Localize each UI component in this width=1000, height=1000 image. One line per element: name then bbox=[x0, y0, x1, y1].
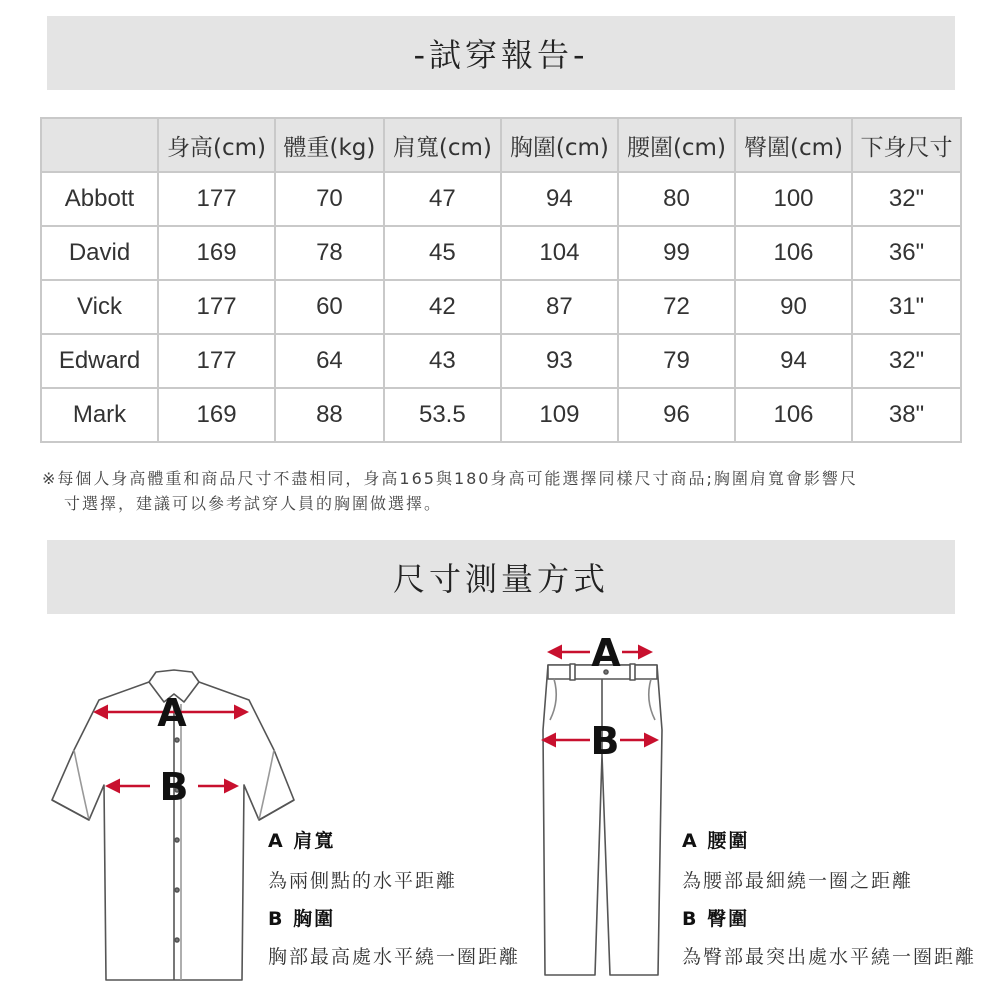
shirt-label-b: B bbox=[159, 765, 189, 809]
report-title-banner bbox=[47, 16, 955, 90]
table-cell-name: Abbott bbox=[41, 172, 158, 226]
table-cell: 45 bbox=[384, 226, 501, 280]
table-cell: 79 bbox=[618, 334, 735, 388]
pants-illustration bbox=[540, 640, 665, 980]
table-cell: 80 bbox=[618, 172, 735, 226]
table-cell: 177 bbox=[158, 172, 275, 226]
table-header-cell: 身高(cm) bbox=[158, 118, 275, 172]
table-header-cell: 臀圍(cm) bbox=[735, 118, 852, 172]
table-header-row bbox=[41, 118, 961, 172]
measure-title-banner bbox=[47, 540, 955, 614]
shirt-a-desc: 為兩側點的水平距離 bbox=[268, 870, 458, 892]
table-row bbox=[41, 334, 961, 388]
fitting-report-table bbox=[40, 117, 962, 443]
shirt-illustration bbox=[44, 660, 304, 990]
table-cell: 43 bbox=[384, 334, 501, 388]
table-cell: 38" bbox=[852, 388, 961, 442]
table-cell: 90 bbox=[735, 280, 852, 334]
table-row bbox=[41, 388, 961, 442]
table-row bbox=[41, 172, 961, 226]
size-note-line: ※每個人身高體重和商品尺寸不盡相同，身高165與180身高可能選擇同樣尺寸商品;胸圍肩寬會影響尺 bbox=[42, 469, 858, 488]
measure-title: 尺寸測量方式 bbox=[392, 560, 609, 598]
table-cell-name: Mark bbox=[41, 388, 158, 442]
table-row bbox=[41, 280, 961, 334]
table-cell: 60 bbox=[275, 280, 384, 334]
table-header-cell: 體重(kg) bbox=[275, 118, 384, 172]
table-cell: 177 bbox=[158, 280, 275, 334]
table-cell: 94 bbox=[735, 334, 852, 388]
shirt-b-desc: 胸部最高處水平繞一圈距離 bbox=[268, 946, 521, 968]
table-cell: 32" bbox=[852, 172, 961, 226]
table-cell: 88 bbox=[275, 388, 384, 442]
table-header-cell bbox=[41, 118, 158, 172]
table-cell: 104 bbox=[501, 226, 618, 280]
table-cell: 109 bbox=[501, 388, 618, 442]
table-cell: 99 bbox=[618, 226, 735, 280]
shirt-a-title: A 肩寬 bbox=[268, 830, 336, 852]
table-cell: 87 bbox=[501, 280, 618, 334]
table-cell: 106 bbox=[735, 226, 852, 280]
pants-label-a: A bbox=[591, 631, 621, 675]
pants-label-b: B bbox=[590, 719, 620, 763]
table-cell: 53.5 bbox=[384, 388, 501, 442]
table-cell: 31" bbox=[852, 280, 961, 334]
table-cell: 72 bbox=[618, 280, 735, 334]
report-title: -試穿報告- bbox=[413, 36, 589, 74]
table-cell: 93 bbox=[501, 334, 618, 388]
table-cell: 64 bbox=[275, 334, 384, 388]
table-cell: 94 bbox=[501, 172, 618, 226]
pants-b-desc: 為臀部最突出處水平繞一圈距離 bbox=[682, 946, 977, 968]
table-cell: 169 bbox=[158, 388, 275, 442]
table-cell-name: Vick bbox=[41, 280, 158, 334]
table-cell: 169 bbox=[158, 226, 275, 280]
table-cell: 177 bbox=[158, 334, 275, 388]
pants-b-title: B 臀圍 bbox=[682, 908, 750, 930]
pants-a-title: A 腰圍 bbox=[682, 830, 750, 852]
shirt-b-title: B 胸圍 bbox=[268, 908, 336, 930]
size-note bbox=[42, 466, 962, 516]
table-cell-name: Edward bbox=[41, 334, 158, 388]
table-row bbox=[41, 226, 961, 280]
table-cell: 70 bbox=[275, 172, 384, 226]
table-header-cell: 肩寬(cm) bbox=[384, 118, 501, 172]
table-cell-name: David bbox=[41, 226, 158, 280]
size-note-line: 寸選擇，建議可以參考試穿人員的胸圍做選擇。 bbox=[64, 494, 443, 513]
table-cell: 47 bbox=[384, 172, 501, 226]
table-cell: 100 bbox=[735, 172, 852, 226]
table-cell: 42 bbox=[384, 280, 501, 334]
table-cell: 32" bbox=[852, 334, 961, 388]
table-cell: 96 bbox=[618, 388, 735, 442]
table-header-cell: 下身尺寸 bbox=[852, 118, 961, 172]
table-cell: 78 bbox=[275, 226, 384, 280]
table-cell: 36" bbox=[852, 226, 961, 280]
shirt-label-a: A bbox=[157, 691, 187, 735]
table-header-cell: 胸圍(cm) bbox=[501, 118, 618, 172]
table-cell: 106 bbox=[735, 388, 852, 442]
pants-a-desc: 為腰部最細繞一圈之距離 bbox=[682, 870, 914, 892]
table-header-cell: 腰圍(cm) bbox=[618, 118, 735, 172]
